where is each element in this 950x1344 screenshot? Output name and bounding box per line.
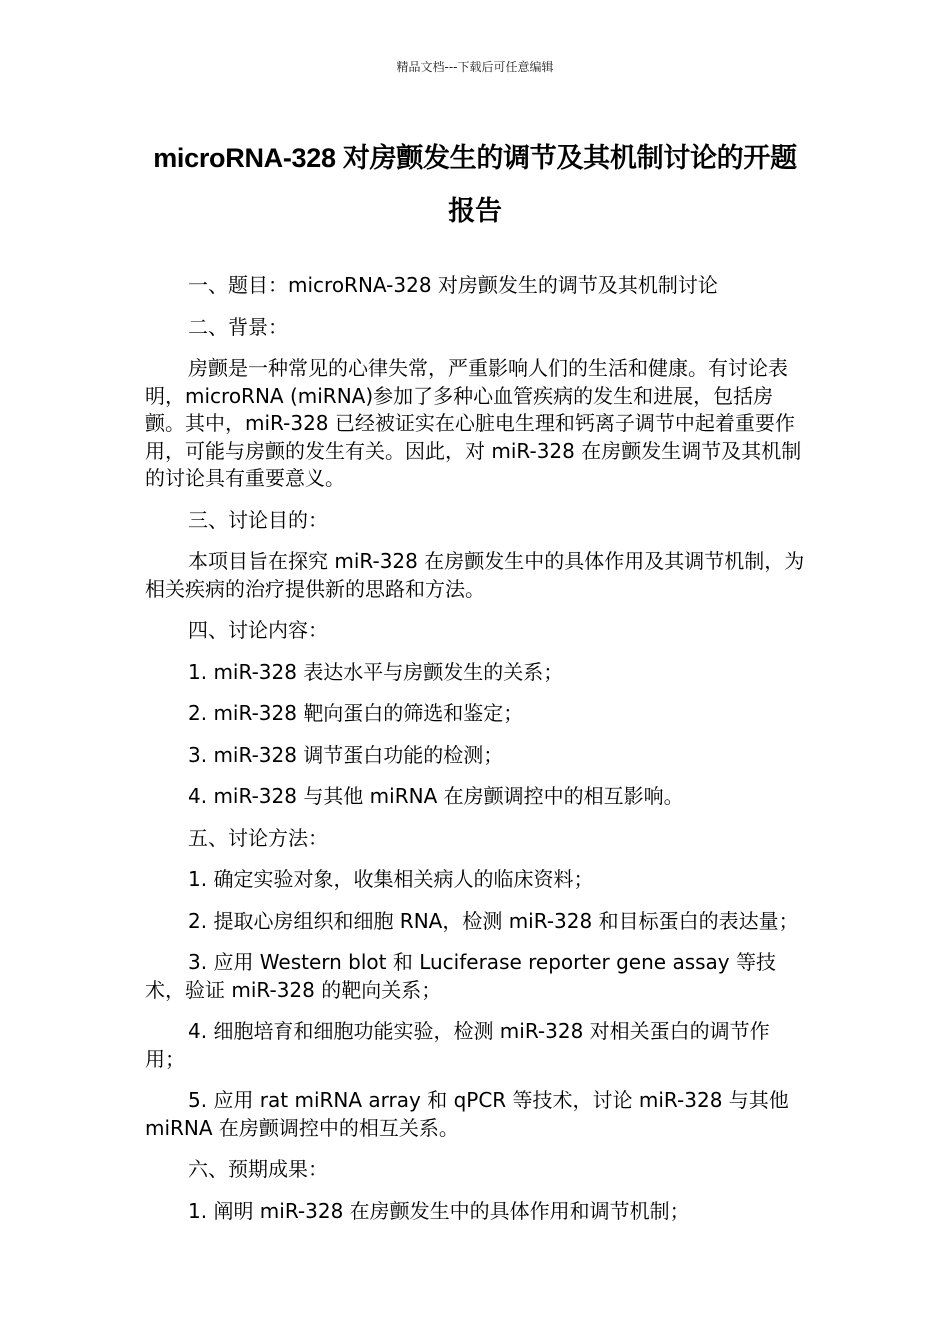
method-item: 2. 提取心房组织和细胞 RNA，检测 miR-328 和目标蛋白的表达量； <box>188 908 799 933</box>
background-paragraph: 房颤是一种常见的心律失常，严重影响人们的生活和健康。有讨论表明，microRNA (miRNA)参加了多种心血管疾病的发生和进展，包括房颤。其中，miR-328 已经被证实在心脏电生理和钙离子调节中起着重要作用，可能与房颤的发生有关。因此，对 miR-328 在房颤发生调节及其机制的讨论具有重要意义。 <box>145 356 802 490</box>
purpose-paragraph: 本项目旨在探究 miR-328 在房颤发生中的具体作用及其调节机制，为相关疾病的治疗提供新的思路和方法。 <box>145 549 805 601</box>
method-item: 1. 确定实验对象，收集相关病人的临床资料； <box>188 867 594 891</box>
section-heading-purpose: 三、讨论目的： <box>188 507 328 532</box>
content-item: 4. miR-328 与其他 miRNA 在房颤调控中的相互影响。 <box>188 784 684 808</box>
content-item: 3. miR-328 调节蛋白功能的检测； <box>188 742 504 767</box>
outcome-item: 1. 阐明 miR-328 在房颤发生中的具体作用和调节机制； <box>188 1198 690 1223</box>
content-item: 1. miR-328 表达水平与房颤发生的关系； <box>188 659 564 684</box>
section-heading-content: 四、讨论内容： <box>188 618 328 642</box>
document-title: microRNA-328 对房颤发生的调节及其机制讨论的开题报告 <box>153 143 797 226</box>
section-heading-topic: 一、题目：microRNA-328 对房颤发生的调节及其机制讨论 <box>188 273 718 297</box>
document-body <box>145 272 807 1239</box>
method-item: 5. 应用 rat miRNA array 和 qPCR 等技术，讨论 miR-328 与其他 miRNA 在房颤调控中的相互关系。 <box>145 1088 789 1140</box>
content-item: 2. miR-328 靶向蛋白的筛选和鉴定； <box>188 701 524 725</box>
method-item: 4. 细胞培育和细胞功能实验，检测 miR-328 对相关蛋白的调节作用； <box>145 1019 770 1071</box>
method-item: 3. 应用 Western blot 和 Luciferase reporter gene assay 等技术，验证 miR-328 的靶向关系； <box>145 950 776 1002</box>
section-heading-methods: 五、讨论方法： <box>188 825 328 850</box>
page-header: 精品文档---下载后可任意编辑 <box>396 60 554 74</box>
section-heading-background: 二、背景： <box>188 314 288 339</box>
section-heading-outcomes: 六、预期成果： <box>188 1157 328 1181</box>
